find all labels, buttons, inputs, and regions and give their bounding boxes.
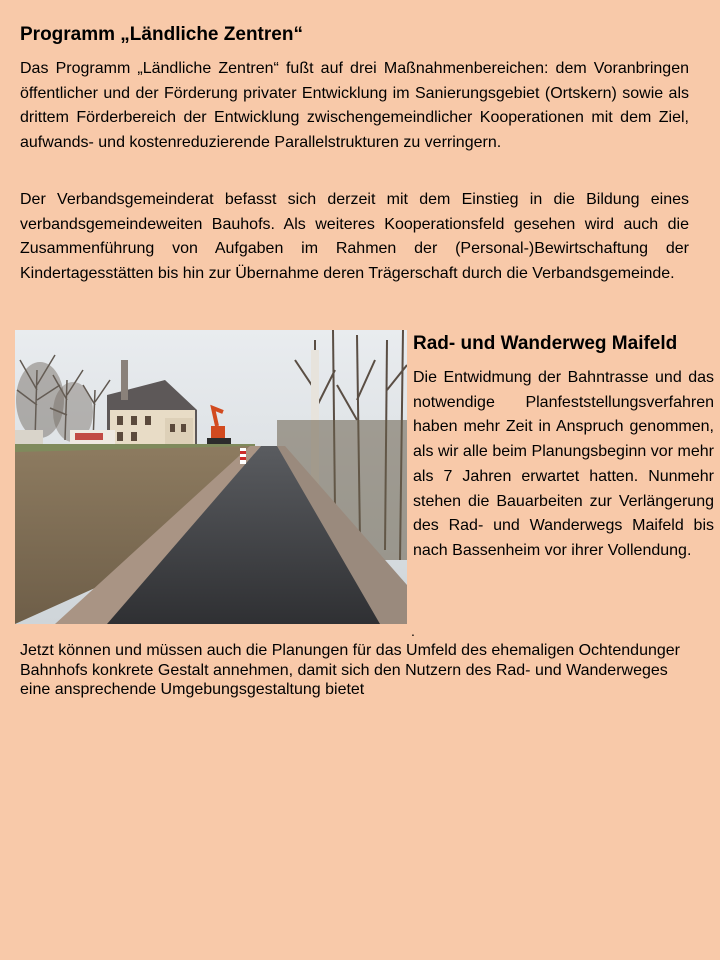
paragraph-closing: Jetzt können und müssen auch die Planungen für das Umfeld des ehemaligen Ochtendunger Bahnhofs konkrete Gestalt annehmen, damit sich den Nutzern des Rad- und Wanderweges eine ansprechende Umgebungsgestaltung bietet xyxy=(20,642,680,698)
paragraph-program-description: Das Programm „Ländliche Zentren“ fußt auf drei Maßnahmenbereichen: dem Voranbringen öffentlicher und der Förderung privater Entwicklung im Sanierungsgebiet (Ortskern) sowie als drittem Förderbereich der Entwicklung zwischengemeindlicher Kooperationen mit dem Ziel, aufwands- und kostenreduzierende Parallelstrukturen zu verringern. xyxy=(20,60,689,151)
paragraph-bike-path: Die Entwidmung der Bahntrasse und das notwendige Planfeststellungsverfahren haben mehr Zeit in Anspruch genommen, als wir alle beim Planungsbeginn vor mehr als 7 Jahren erwartet hatten. Nunmehr stehen die Bauarbeiten zur Verlängerung des Rad- und Wanderwegs Maifeld bis nach Bassenheim vor ihrer Vollendung. xyxy=(413,369,714,559)
section-title-rad-und-wanderweg: Rad- und Wanderweg Maifeld xyxy=(413,333,678,354)
photo-bike-path-construction xyxy=(15,330,407,624)
paragraph-verbandsgemeinderat: Der Verbandsgemeinderat befasst sich derzeit mit dem Einstieg in die Bildung eines verbandsgemeindeweiten Bauhofs. Als weiteres Kooperationsfeld gesehen wird auch die Zusammenführung von Aufgaben im Rahmen der (Personal-)Bewirtschaftung der Kindertagesstätten bis hin zur Übernahme deren Trägerschaft durch die Verbandsgemeinde. xyxy=(20,191,689,282)
stray-dot: . xyxy=(411,623,415,639)
section-title-laendliche-zentren: Programm „Ländliche Zentren“ xyxy=(20,24,303,45)
